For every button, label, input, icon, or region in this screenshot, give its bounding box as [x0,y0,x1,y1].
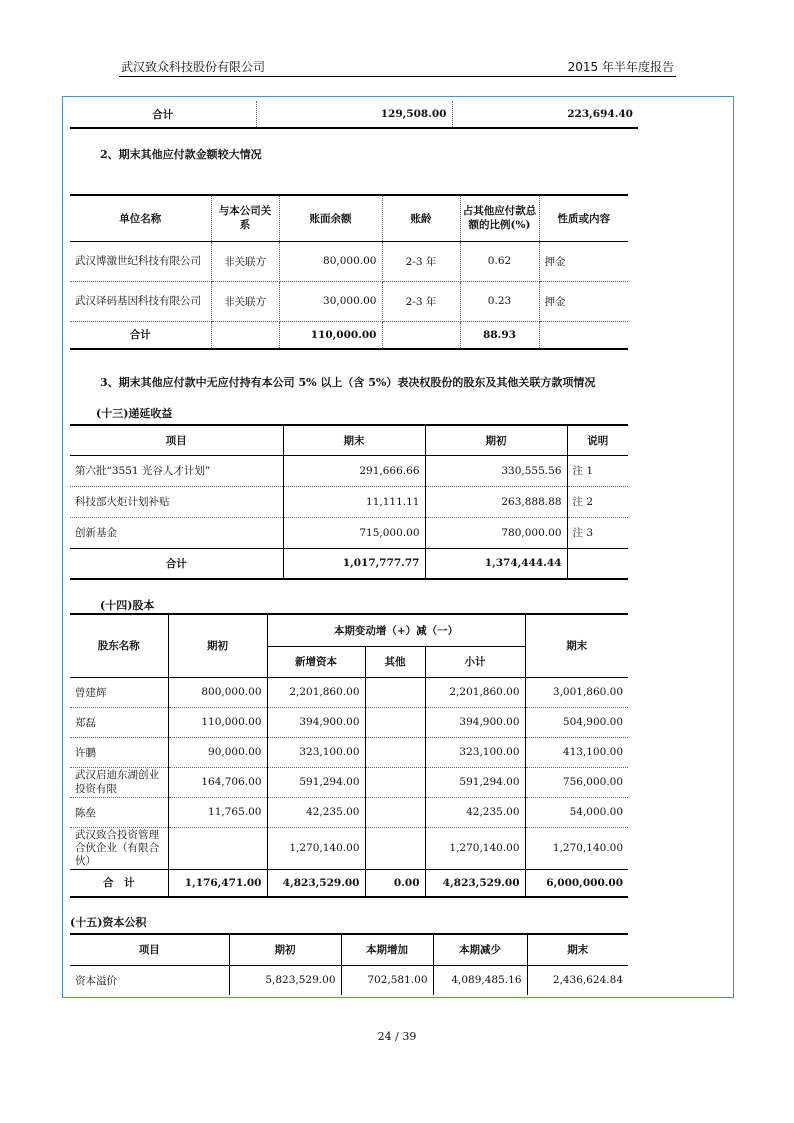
col-header: 与本公司关系 [211,195,279,241]
shareholder: 武汉启迪东湖创业投资有限 [70,767,168,797]
new-capital: 42,235.00 [267,797,365,827]
prev-total-table [70,101,638,129]
shareholder: 郑磊 [70,707,168,737]
table-row [70,517,628,548]
col-header: 新增资本 [267,646,365,677]
shareholder: 许鹏 [70,737,168,767]
table-header-row [70,934,628,965]
total-label: 合计 [70,101,256,128]
begin: 5,823,529.00 [229,965,341,995]
table-total-row [70,548,628,579]
begin: 11,765.00 [168,797,267,827]
col-header: 期末 [525,614,628,677]
begin [168,827,267,869]
capital-reserve-table [70,933,628,995]
shareholder: 曾建辉 [70,677,168,707]
col-header: 账面余额 [279,195,382,241]
begin-value: 263,888.88 [425,486,567,517]
end-value: 715,000.00 [283,517,425,548]
col-header: 本期增加 [341,934,433,965]
table-header-row [70,614,628,646]
other [365,827,425,869]
increase: 702,581.00 [341,965,433,995]
begin: 110,000.00 [168,707,267,737]
new-capital: 1,270,140.00 [267,827,365,869]
new-capital: 2,201,860.00 [267,677,365,707]
other [365,707,425,737]
begin-value: 780,000.00 [425,517,567,548]
amount: 30,000.00 [279,281,382,321]
ratio: 0.23 [460,281,539,321]
note: 注 2 [567,486,628,517]
col-header: 本期减少 [433,934,527,965]
col-header: 账龄 [382,195,460,241]
col-header: 期末 [527,934,628,965]
col-header: 小计 [425,646,525,677]
total-label: 合 计 [70,869,168,897]
col-header: 其他 [365,646,425,677]
large-payables-table [70,194,628,350]
total-begin: 1,374,444.44 [425,548,567,579]
empty-cell [567,548,628,579]
col-header-group: 本期变动增（+）减（一） [267,614,525,646]
table-row [70,486,628,517]
empty-cell [539,321,628,349]
subtotal: 1,270,140.00 [425,827,525,869]
begin: 800,000.00 [168,677,267,707]
other [365,677,425,707]
end: 504,900.00 [525,707,628,737]
table-total-row [70,869,628,897]
table-row [70,767,628,797]
table-header-row [70,195,628,241]
section-15-title: (十五)资本公积 [70,916,147,929]
total-subtotal: 4,823,529.00 [425,869,525,897]
end: 3,001,860.00 [525,677,628,707]
section-14-title: (十四)股本 [100,599,155,612]
total-label: 合计 [70,321,211,349]
total-amount: 110,000.00 [279,321,382,349]
col-header: 期初 [229,934,341,965]
aging: 2-3 年 [382,241,460,281]
col-header: 期初 [168,614,267,677]
other [365,737,425,767]
item: 科技部火炬计划补贴 [70,486,283,517]
table-row [70,677,628,707]
item: 资本溢价 [70,965,229,995]
table-row [70,241,628,281]
other [365,797,425,827]
total-end: 1,017,777.77 [283,548,425,579]
section-13-title: (十三)递延收益 [96,407,173,420]
col-header: 期初 [425,425,567,455]
new-capital: 323,100.00 [267,737,365,767]
relation: 非关联方 [211,281,279,321]
aging: 2-3 年 [382,281,460,321]
amount: 80,000.00 [279,241,382,281]
col-header: 说明 [567,425,628,455]
total-end: 6,000,000.00 [525,869,628,897]
end: 413,100.00 [525,737,628,767]
end: 2,436,624.84 [552,974,623,987]
table-row [70,101,638,128]
table-row [70,737,628,767]
col-header: 单位名称 [70,195,211,241]
page-header [119,56,676,77]
table-row [70,797,628,827]
unit-name: 武汉译码基因科技有限公司 [70,281,211,321]
table-row [70,707,628,737]
section-3-title: 3、期末其他应付款中无应付持有本公司 5% 以上（含 5%）表决权股份的股东及其他关联方款项情况 [100,376,596,389]
company-name: 武汉致众科技股份有限公司 [121,60,266,74]
col-header: 项目 [70,934,229,965]
table-row [70,965,628,995]
empty-cell [211,321,279,349]
table-header-row [70,425,628,455]
note: 注 3 [567,517,628,548]
nature: 押金 [539,241,628,281]
new-capital: 591,294.00 [267,767,365,797]
empty-cell [382,321,460,349]
subtotal: 394,900.00 [425,707,525,737]
col-header: 期末 [283,425,425,455]
col-header: 性质或内容 [539,195,628,241]
shareholder: 武汉致合投资管理合伙企业（有限合伙） [70,827,168,869]
deferred-income-table [70,424,628,580]
relation: 非关联方 [211,241,279,281]
total-other: 0.00 [365,869,425,897]
begin: 164,706.00 [168,767,267,797]
ratio: 0.62 [460,241,539,281]
subtotal: 42,235.00 [425,797,525,827]
share-capital-table [70,613,628,898]
decrease: 4,089,485.16 [433,965,527,995]
col-header: 股东名称 [70,614,168,677]
total-value-2: 223,694.40 [567,108,633,120]
section-2-title: 2、期末其他应付款金额较大情况 [100,148,262,161]
table-row [70,281,628,321]
report-title: 2015 年半年度报告 [567,60,674,74]
subtotal: 2,201,860.00 [425,677,525,707]
page-number: 24 / 39 [377,1030,417,1043]
total-ratio: 88.93 [460,321,539,349]
new-capital: 394,900.00 [267,707,365,737]
total-begin: 1,176,471.00 [168,869,267,897]
end-value: 11,111.11 [283,486,425,517]
total-new: 4,823,529.00 [267,869,365,897]
begin: 90,000.00 [168,737,267,767]
end: 756,000.00 [525,767,628,797]
subtotal: 591,294.00 [425,767,525,797]
item: 第六批“3551 光谷人才计划” [70,455,283,486]
shareholder: 陈垒 [70,797,168,827]
item: 创新基金 [70,517,283,548]
begin-value: 330,555.56 [425,455,567,486]
table-row [70,827,628,869]
total-label: 合计 [70,548,283,579]
col-header: 占其他应付款总额的比例(%) [460,195,539,241]
end: 1,270,140.00 [525,827,628,869]
col-header: 项目 [70,425,283,455]
total-value-1: 129,508.00 [256,101,452,128]
table-row [70,455,628,486]
table-total-row [70,321,628,349]
note: 注 1 [567,455,628,486]
subtotal: 323,100.00 [425,737,525,767]
nature: 押金 [539,281,628,321]
unit-name: 武汉博激世纪科技有限公司 [70,241,211,281]
end: 54,000.00 [525,797,628,827]
end-value: 291,666.66 [283,455,425,486]
other [365,767,425,797]
